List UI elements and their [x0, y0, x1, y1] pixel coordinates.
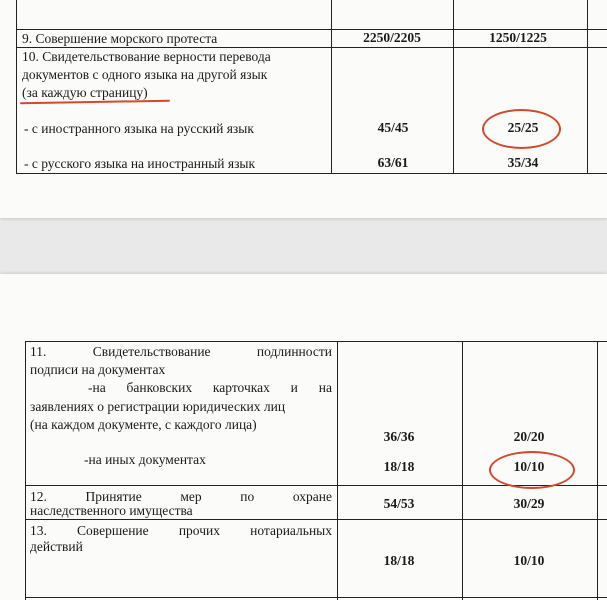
- row12-line1-word: охране: [292, 489, 332, 504]
- table-border-col1: [331, 0, 332, 174]
- row11-line1-word: 11.: [30, 344, 47, 359]
- row13-value-col2: 10/10: [513, 553, 545, 568]
- row10-sub2-value-col2: 35/34: [507, 155, 539, 170]
- row9-value-col1: 2250/2205: [363, 30, 421, 45]
- row12-line1-word: 12.: [30, 489, 47, 504]
- row10-sub1-value-col2: 25/25: [507, 120, 539, 135]
- row10-label-line1: 10. Свидетельствование верности перевода: [22, 49, 271, 64]
- row10-sub2-label: - с русского языка на иностранный язык: [24, 156, 256, 171]
- row13-line1-word: нотариальных: [250, 523, 332, 538]
- row11-label-line5: (на каждом документе, с каждого лица): [30, 417, 257, 432]
- row11-sub2-label: -на иных документах: [84, 452, 206, 467]
- row12-value-col1: 54/53: [383, 496, 415, 511]
- row11-line3-word: карточках: [212, 380, 270, 395]
- document-page-bottom: [0, 274, 607, 600]
- row11-sub2-value-col1: 18/18: [383, 459, 415, 474]
- row12-line1-word: по: [240, 489, 255, 504]
- row10-label-line2: документов с одного языка на другой язык: [22, 67, 268, 82]
- row11-line3-word: и: [290, 380, 298, 395]
- row11-sub1-value-col2: 20/20: [513, 429, 545, 444]
- handwritten-circle-mark: [489, 451, 575, 489]
- row11-label-line2: подписи на документах: [30, 362, 166, 377]
- table-border-left: [25, 341, 26, 600]
- table-border-col1: [337, 341, 338, 600]
- row12-value-col2: 30/29: [513, 496, 545, 511]
- row12-line1-word: мер: [180, 489, 202, 504]
- row13-label-line2: действий: [30, 539, 83, 554]
- row11-line3-word: -на: [88, 380, 106, 395]
- row12-line1-word: Принятие: [85, 489, 142, 504]
- table-rule-top: [25, 341, 607, 342]
- table-border-col3: [587, 0, 588, 174]
- row13-line1-word: 13.: [30, 523, 47, 538]
- row11-label-line1: [30, 343, 332, 361]
- table-rule-bottom: [25, 597, 607, 598]
- handwritten-circle-mark: [482, 109, 561, 149]
- row11-line3-word: банковских: [126, 380, 193, 395]
- row9-label: 9. Совершение морского протеста: [22, 31, 218, 46]
- row10-sub1-value-col1: 45/45: [377, 120, 409, 135]
- row12-label-line2: наследственного имущества: [30, 503, 193, 518]
- row11-label-line4: заявлениях о регистрации юридических лиц: [30, 399, 286, 414]
- row10-sub2-value-col1: 63/61: [377, 155, 409, 170]
- row10-label-line3: (за каждую страницу): [22, 85, 148, 100]
- table-border-col3: [597, 341, 598, 600]
- row13-line1-word: Совершение: [77, 523, 149, 538]
- row11-sub1-value-col1: 36/36: [383, 429, 415, 444]
- row11-line3-word: на: [318, 380, 332, 395]
- row13-value-col1: 18/18: [383, 553, 415, 568]
- table-border-col2: [462, 341, 463, 600]
- table-border-left: [16, 0, 17, 174]
- table-rule-bottom: [16, 173, 607, 174]
- document-page-top: [0, 0, 607, 218]
- row11-line1-word: Свидетельствование: [92, 344, 211, 359]
- row9-value-col2: 1250/1225: [489, 30, 547, 45]
- row11-line1-word: подлинности: [256, 344, 332, 359]
- row11-label-line3: [88, 379, 332, 397]
- row11-sub2-value-col2: 10/10: [513, 459, 545, 474]
- table-border-col2: [453, 0, 454, 174]
- row10-sub1-label: - с иностранного языка на русский язык: [24, 121, 254, 136]
- row13-line1-word: прочих: [178, 523, 220, 538]
